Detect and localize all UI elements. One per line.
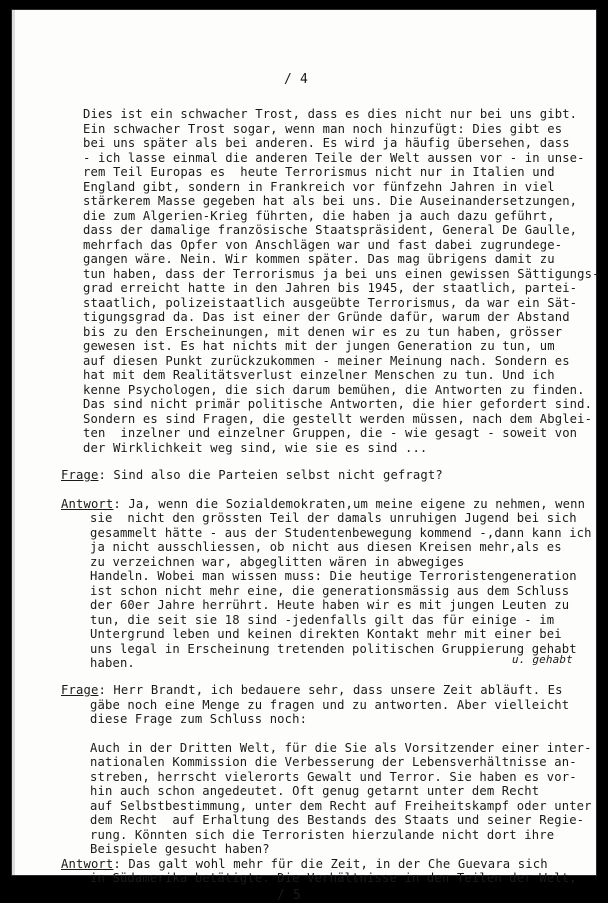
text-line: auf Selbstbestimmung, unter dem Recht auf Freiheitskampf oder unter <box>90 799 592 813</box>
text-line: gesammelt hätte - aus der Studentenbewegung kommend -,dann kann ich <box>90 526 592 540</box>
text-line: die zum Algerien-Krieg führten, die haben ja auch dazu geführt, <box>83 209 555 223</box>
text-line: ja nicht ausschliessen, ob nicht aus diesen Kreisen mehr,als es <box>90 540 562 554</box>
text-line: zu verzeichnen war, abgeglitten wären in abwegiges <box>90 555 465 569</box>
text-line: Untergrund leben und keinen direkten Kontakt mehr mit einer bei <box>90 627 562 641</box>
text-line: ten inzelner und einzelner Gruppen, die - wie gesagt - soweit von <box>83 426 578 440</box>
question-line <box>61 683 563 698</box>
text-line: Das sind nicht primär politische Antworten, die hier gefordert sind. <box>83 397 593 411</box>
page-number-top: / 4 <box>284 72 308 87</box>
answer-text: : Das galt wohl mehr für die Zeit, in der Che Guevara sich <box>113 857 548 871</box>
text-line: rem Teil Europas es heute Terrorismus nicht nur in Italien und <box>83 165 555 179</box>
text-line: uns legal in Erscheinung tretenden politischen Gruppierung gehabt <box>90 642 577 656</box>
text-line: der Wirklichkeit weg sind, wie sie es sind ... <box>83 441 428 455</box>
text-line: rung. Könnten sich die Terroristen hierzulande nicht dort ihre <box>90 828 555 842</box>
question-line <box>61 468 443 483</box>
question-label: Frage <box>61 468 99 482</box>
answer-line <box>61 857 548 872</box>
text-line: hat mit dem Realitätsverlust einzelner Menschen zu tun. Und ich <box>83 368 555 382</box>
text-line: Auch in der Dritten Welt, für die Sie als Vorsitzender einer inter- <box>90 741 592 755</box>
text-line: ist schon nicht mehr eine, die generationsmässig aus dem Schluss <box>90 584 570 598</box>
answer-label: Antwort <box>61 857 114 871</box>
text-line: dass der damalige französische Staatspräsident, General De Gaulle, <box>83 223 578 237</box>
text-line: auf diesen Punkt zurückzukommen - meiner Meinung nach. Sondern es <box>83 354 570 368</box>
handwritten-note: u. gehabt <box>512 653 573 666</box>
text-line: gewesen ist. Es hat nichts mit der jungen Generation zu tun, um <box>83 339 555 353</box>
text-line: tigungsgrad da. Das ist einer der Gründe dafür, warum der Abstand <box>83 310 570 324</box>
text-line: Handeln. Wobei man wissen muss: Die heutige Terroristengeneration <box>90 569 577 583</box>
text-line: tun haben, dass der Terrorismus ja bei uns einen gewissen Sättigungs- <box>83 267 600 281</box>
text-line: bis zu den Erscheinungen, mit denen wir es zu tun haben, grösser <box>83 325 563 339</box>
text-line: hin auch schon angedeutet. Oft genug getarnt unter dem Recht <box>90 784 540 798</box>
text-line: Sondern es sind Fragen, die gestellt werden müssen, nach dem Abglei- <box>83 412 593 426</box>
question-text: : Sind also die Parteien selbst nicht gefragt? <box>98 468 443 482</box>
text-line: sie nicht den grössten Teil der damals unruhigen Jugend bei sich <box>90 511 577 525</box>
text-line: kenne Psychologen, die sich darum bemühen, die Antworten zu finden. <box>83 383 585 397</box>
question-label: Frage <box>61 683 99 697</box>
text-line: mehrfach das Opfer von Anschlägen war und fast dabei zugrundege- <box>83 238 563 252</box>
text-line: Beispiele gesucht haben? <box>90 842 270 856</box>
scan-edge <box>12 10 15 875</box>
question-text: : Herr Brandt, ich bedauere sehr, dass unsere Zeit abläuft. Es <box>98 683 563 697</box>
text-line: gangen wäre. Nein. Wir kommen später. Das mag übrigens damit zu <box>83 252 555 266</box>
text-line: diese Frage zum Schluss noch: <box>90 712 308 726</box>
text-line: bei uns später als bei anderen. Es wird ja häufig übersehen, dass <box>83 136 570 150</box>
answer-label: Antwort <box>61 497 114 511</box>
text-line: Ein schwacher Trost sogar, wenn man noch hinzufügt: Dies gibt es <box>83 122 563 136</box>
text-line: staatlich, polizeistaatlich ausgeübte Terrorismus, da war ein Sät- <box>83 296 578 310</box>
text-line: tun, die seit sie 18 sind -jedenfalls gilt das für einige - im <box>90 613 555 627</box>
page-number-bottom: / 5 <box>277 888 301 903</box>
text-line: stärkerem Masse gegeben hat als bei uns. Die Auseinandersetzungen, <box>83 194 578 208</box>
text-line: Dies ist ein schwacher Trost, dass es dies nicht nur bei uns gibt. <box>83 107 578 121</box>
text-line: streben, herrscht vielerorts Gewalt und Terror. Sie haben es vor- <box>90 770 577 784</box>
text-line: - ich lasse einmal die anderen Teile der Welt aussen vor - in unse- <box>83 151 585 165</box>
text-line: gäbe noch eine Menge zu fragen und zu antworten. Aber vielleicht <box>90 698 570 712</box>
text-line: grad erreicht hatte in den Jahren bis 1945, der staatlich, partei- <box>83 281 578 295</box>
text-line: dem Recht auf Erhaltung des Bestands des Staats und seiner Regie- <box>90 813 585 827</box>
text-line: der 60er Jahre herrührt. Heute haben wir es mit jungen Leuten zu <box>90 598 570 612</box>
answer-line <box>61 497 585 512</box>
text-line: nationalen Kommission die Verbesserung der Lebensverhältnisse an- <box>90 755 577 769</box>
answer-text: : Ja, wenn die Sozialdemokraten,um meine eigene zu nehmen, wenn <box>113 497 586 511</box>
text-line: in Südamerika betätigte. Die Verhältnisse in den Teilen der Welt, <box>90 871 577 885</box>
text-line: haben. <box>90 656 135 670</box>
text-line: England gibt, sondern in Frankreich vor fünfzehn Jahren in viel <box>83 180 555 194</box>
document-page <box>12 10 600 903</box>
